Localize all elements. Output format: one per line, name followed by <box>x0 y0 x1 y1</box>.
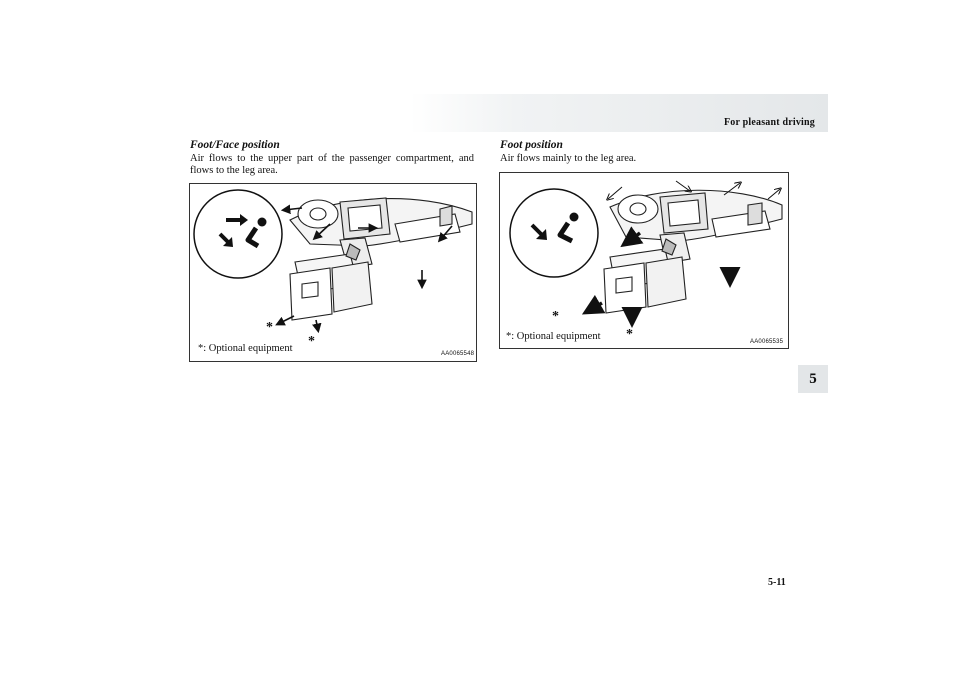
optional-marker: * <box>266 320 273 335</box>
foot-dashboard-illustration <box>500 173 788 348</box>
optional-marker: * <box>308 334 315 349</box>
dashboard-drawing <box>604 190 782 313</box>
chapter-tab: 5 <box>798 365 828 393</box>
page-number: 5-11 <box>768 577 786 588</box>
right-section-text: Air flows mainly to the leg area. <box>500 153 637 164</box>
figure-caption: *: Optional equipment <box>198 343 293 354</box>
optional-marker: * <box>626 327 633 342</box>
foot-face-dashboard-illustration <box>190 184 476 361</box>
left-section-text: Air flows to the upper part of the passenger compartment, and flows to the leg area. <box>190 153 474 176</box>
figure-code: AA0065548 <box>441 351 475 357</box>
left-figure <box>189 183 477 362</box>
optional-marker: * <box>552 309 559 324</box>
dashboard-drawing <box>290 198 472 320</box>
figure-code: AA0065535 <box>750 339 784 345</box>
right-figure <box>499 172 789 349</box>
left-section-heading: Foot/Face position <box>190 139 280 151</box>
figure-caption: *: Optional equipment <box>506 331 601 342</box>
right-section-heading: Foot position <box>500 139 563 151</box>
header-title: For pleasant driving <box>723 117 815 128</box>
mode-circle <box>510 189 598 277</box>
mode-circle <box>194 190 282 278</box>
